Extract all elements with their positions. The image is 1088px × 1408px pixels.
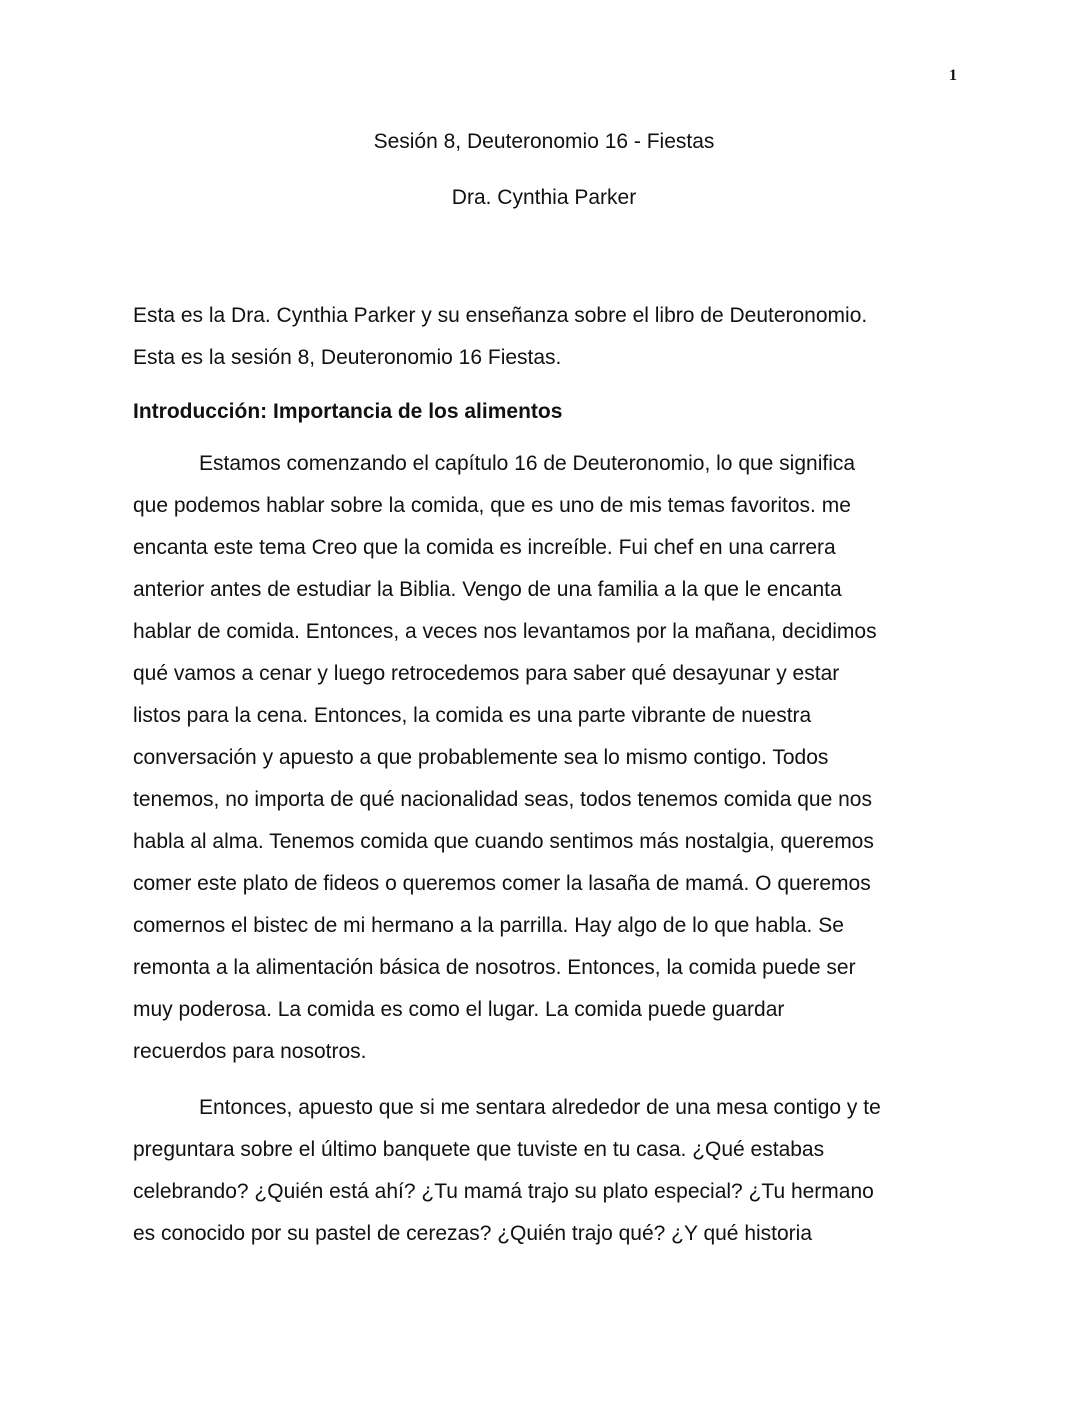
paragraph-2 bbox=[133, 1087, 953, 1255]
page-number: 1 bbox=[949, 67, 957, 84]
paragraph-1-line-9: tenemos, no importa de qué nacionalidad seas, todos tenemos comida que nos bbox=[133, 788, 872, 811]
paragraph-1-line-14: muy poderosa. La comida es como el lugar. La comida puede guardar bbox=[133, 998, 785, 1021]
document-title: Sesión 8, Deuteronomio 16 - Fiestas bbox=[373, 130, 715, 153]
document-body bbox=[133, 295, 953, 1255]
paragraph-1-line-2: que podemos hablar sobre la comida, que es uno de mis temas favoritos. me bbox=[133, 494, 851, 517]
paragraph-1-line-10: habla al alma. Tenemos comida que cuando sentimos más nostalgia, queremos bbox=[133, 830, 874, 853]
paragraph-2-line-4: es conocido por su pastel de cerezas? ¿Quién trajo qué? ¿Y qué historia bbox=[133, 1222, 813, 1245]
paragraph-1-line-7: listos para la cena. Entonces, la comida es una parte vibrante de nuestra bbox=[133, 704, 812, 727]
paragraph-1-line-11: comer este plato de fideos o queremos comer la lasaña de mamá. O queremos bbox=[133, 872, 871, 895]
paragraph-2-line-2: preguntara sobre el último banquete que tuviste en tu casa. ¿Qué estabas bbox=[133, 1138, 825, 1161]
paragraph-1-line-8: conversación y apuesto a que probablemente sea lo mismo contigo. Todos bbox=[133, 746, 829, 769]
paragraph-1-line-5: hablar de comida. Entonces, a veces nos levantamos por la mañana, decidimos bbox=[133, 620, 877, 643]
paragraph-1-line-13: remonta a la alimentación básica de nosotros. Entonces, la comida puede ser bbox=[133, 956, 856, 979]
paragraph-2-line-1: Entonces, apuesto que si me sentara alrededor de una mesa contigo y te bbox=[199, 1096, 881, 1119]
document-author: Dra. Cynthia Parker bbox=[451, 186, 637, 209]
intro-line-1: Esta es la Dra. Cynthia Parker y su enseñanza sobre el libro de Deuteronomio. bbox=[133, 304, 868, 327]
paragraph-1-line-1: Estamos comenzando el capítulo 16 de Deuteronomio, lo que significa bbox=[199, 452, 856, 475]
intro-block bbox=[133, 295, 953, 379]
paragraph-1-line-4: anterior antes de estudiar la Biblia. Vengo de una familia a la que le encanta bbox=[133, 578, 842, 601]
paragraph-1-line-15: recuerdos para nosotros. bbox=[133, 1040, 367, 1063]
paragraph-1 bbox=[133, 443, 953, 1073]
paragraph-1-line-6: qué vamos a cenar y luego retrocedemos para saber qué desayunar y estar bbox=[133, 662, 840, 685]
paragraph-2-line-3: celebrando? ¿Quién está ahí? ¿Tu mamá trajo su plato especial? ¿Tu hermano bbox=[133, 1180, 874, 1203]
paragraph-1-line-3: encanta este tema Creo que la comida es increíble. Fui chef en una carrera bbox=[133, 536, 836, 559]
section-heading: Introducción: Importancia de los alimentos bbox=[133, 400, 563, 423]
paragraph-1-line-12: comernos el bistec de mi hermano a la parrilla. Hay algo de lo que habla. Se bbox=[133, 914, 844, 937]
intro-line-2: Esta es la sesión 8, Deuteronomio 16 Fiestas. bbox=[133, 346, 562, 369]
